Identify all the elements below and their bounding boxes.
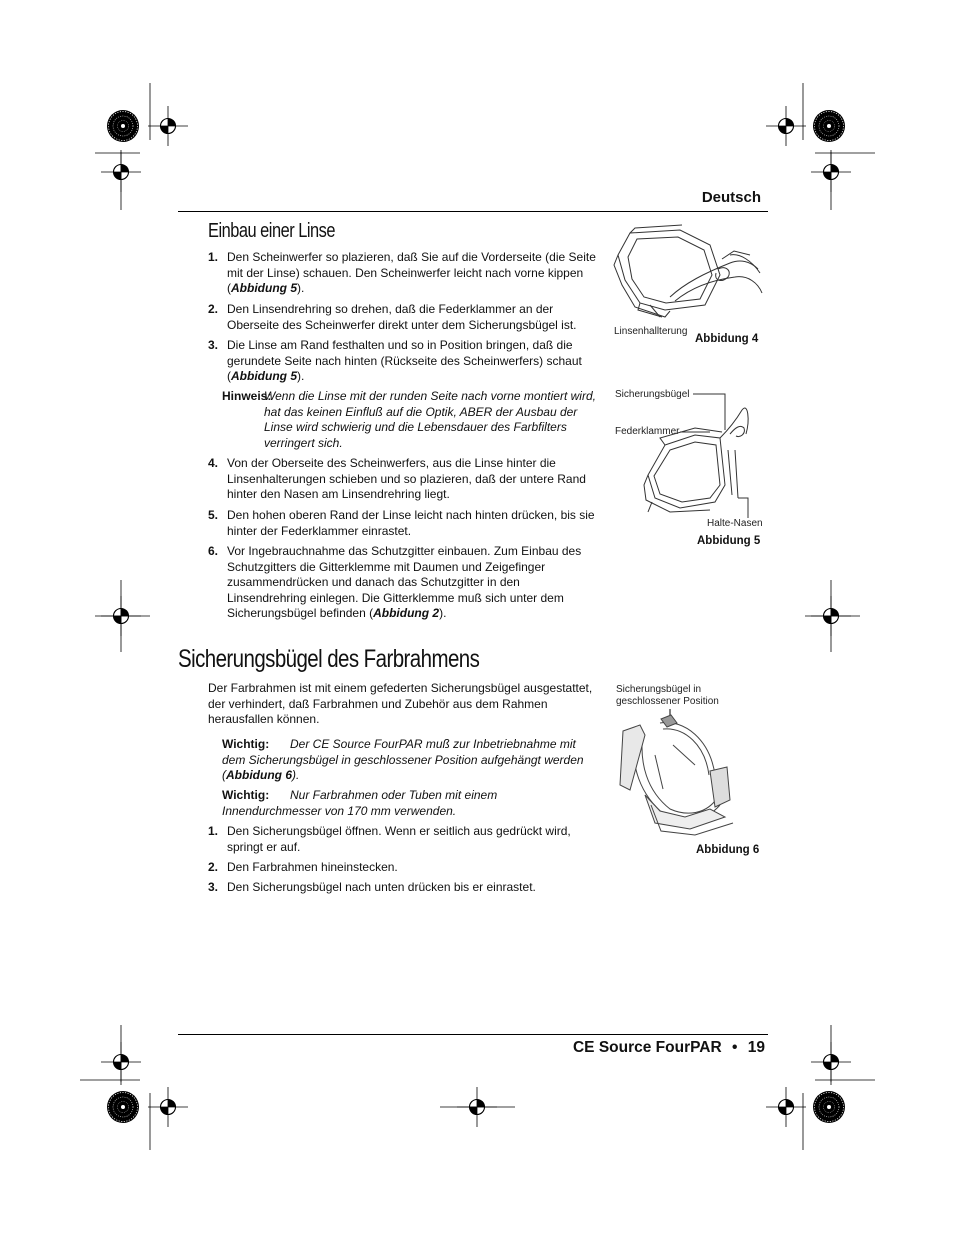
- step-text-end: ).: [297, 369, 305, 384]
- section2-intro: Der Farbrahmen ist mit einem gefederten Sicherungsbügel ausgestattet, der verhindert, daß Farbrahmen und Zubehör aus dem Rahmen herausfallen können.: [208, 681, 593, 727]
- footer-product: CE Source FourPAR: [572, 1039, 722, 1056]
- section2-title: Sicherungsbügel des Farbrahmens: [178, 645, 480, 673]
- fig5-label-mid: Federklammer: [615, 426, 680, 437]
- fig5-label-bottom: Halte-Nasen: [707, 518, 763, 529]
- step-text: Den Sicherungsbügel nach unten drücken bis er einrastet.: [227, 880, 536, 894]
- fig6-label-line2: geschlossener Position: [616, 695, 719, 707]
- figure-ref: Abbidung 5: [231, 281, 297, 296]
- s1-step-6: [208, 544, 598, 622]
- note-hinweis: [222, 389, 598, 451]
- footer-bullet: •: [732, 1039, 738, 1056]
- s1-step-1: [208, 250, 598, 297]
- step-number: 5.: [208, 508, 219, 522]
- language-header: Deutsch: [701, 189, 761, 206]
- footer-page-number: 19: [747, 1039, 765, 1056]
- step-number: 1.: [208, 250, 219, 264]
- fig6-label: [616, 684, 719, 707]
- step-text: Vor Ingebrauchnahme das Schutzgitter einbauen. Zum Einbau des Schutzgitters die Gitterklemme mit Daumen und Zeigefinger zusammendrücken und danach das Schutzgitter in den Linsendrehring einlegen. Die Gitterklemme muß sich unter dem Sicherungsbügel befinden (: [227, 544, 582, 621]
- figure-4-illustration: [610, 225, 770, 335]
- note-label: Hinweis:: [222, 389, 272, 403]
- important-label: Wichtig:: [222, 737, 270, 751]
- step-number: 1.: [208, 824, 219, 838]
- figure-6-illustration: [615, 705, 755, 835]
- important-text: Der CE Source FourPAR muß zur Inbetriebnahme mit dem Sicherungsbügel in geschlossener Position aufgehängt werden (: [222, 737, 584, 783]
- step-text: Den hohen oberen Rand der Linse leicht nach hinten drücken, bis sie hinter der Federklammer einrastet.: [227, 508, 595, 538]
- fig4-caption: Abbidung 4: [695, 333, 759, 345]
- s1-step-4: [208, 456, 598, 503]
- step-text: Von der Oberseite des Scheinwerfers, aus die Linse hinter die Linsenhalterungen schieben und so plazieren, daß der untere Rand hinter den Nasen am Linsendrehring liegt.: [227, 456, 586, 502]
- important-1: [222, 737, 598, 784]
- important-label: Wichtig:: [222, 788, 270, 802]
- important-2: [222, 788, 552, 819]
- important-text: Nur Farbrahmen oder Tuben mit einem Innendurchmesser von 170 mm verwenden.: [222, 788, 498, 818]
- figure-ref: Abbidung 5: [231, 369, 297, 384]
- figure-ref: Abbidung 2: [373, 606, 440, 621]
- fig6-label-line1: Sicherungsbügel in: [616, 684, 702, 695]
- important-text-end: ).: [292, 768, 300, 783]
- step-number: 2.: [208, 860, 219, 874]
- step-text: Den Farbrahmen hineinstecken.: [227, 860, 398, 874]
- page-footer: [573, 1039, 765, 1057]
- s2-step-2: [208, 860, 598, 876]
- step-text: Den Sicherungsbügel öffnen. Wenn er seitlich aus gedrückt wird, springt er auf.: [227, 824, 571, 854]
- step-text: Die Linse am Rand festhalten und so in Position bringen, daß die gerundete Seite nach hinten (Rückseite des Scheinwerfers) schaut (: [227, 338, 582, 384]
- footer-rule: [178, 1034, 768, 1035]
- fig6-caption: Abbidung 6: [696, 844, 760, 856]
- step-text: Den Linsendrehring so drehen, daß die Federklammer an der Oberseite des Scheinwerfer direkt unter dem Sicherungsbügel ist.: [227, 302, 577, 332]
- header-rule: [178, 211, 768, 212]
- fig4-label: Linsenhallterung: [614, 326, 688, 337]
- step-text: Den Scheinwerfer so plazieren, daß Sie auf die Vorderseite (die Seite mit der Linse) schauen. Den Scheinwerfer leicht nach vorne kippen (: [227, 250, 596, 296]
- figure-5-illustration: [640, 390, 790, 520]
- step-number: 3.: [208, 338, 219, 352]
- figure-ref: Abbidung 6: [226, 768, 292, 783]
- step-number: 3.: [208, 880, 219, 894]
- step-number: 6.: [208, 544, 219, 558]
- fig5-label-top: Sicherungsbügel: [615, 389, 690, 400]
- s1-step-5: [208, 508, 598, 539]
- s2-step-3: [208, 880, 598, 896]
- step-text-end: ).: [439, 606, 447, 621]
- fig5-caption: Abbidung 5: [697, 535, 761, 547]
- s2-step-1: [208, 824, 598, 855]
- s1-step-2: [208, 302, 598, 333]
- step-text-end: ).: [297, 281, 305, 296]
- section1-title: Einbau einer Linse: [208, 220, 335, 242]
- note-text: Wenn die Linse mit der runden Seite nach vorne montiert wird, hat das keinen Einfluß auf die Optik, ABER der Ausbau der Linse wird schwierig und die Lebensdauer des Farbfilters verringert sich.: [264, 389, 596, 450]
- step-number: 2.: [208, 302, 219, 316]
- s1-step-3: [208, 338, 598, 385]
- step-number: 4.: [208, 456, 219, 470]
